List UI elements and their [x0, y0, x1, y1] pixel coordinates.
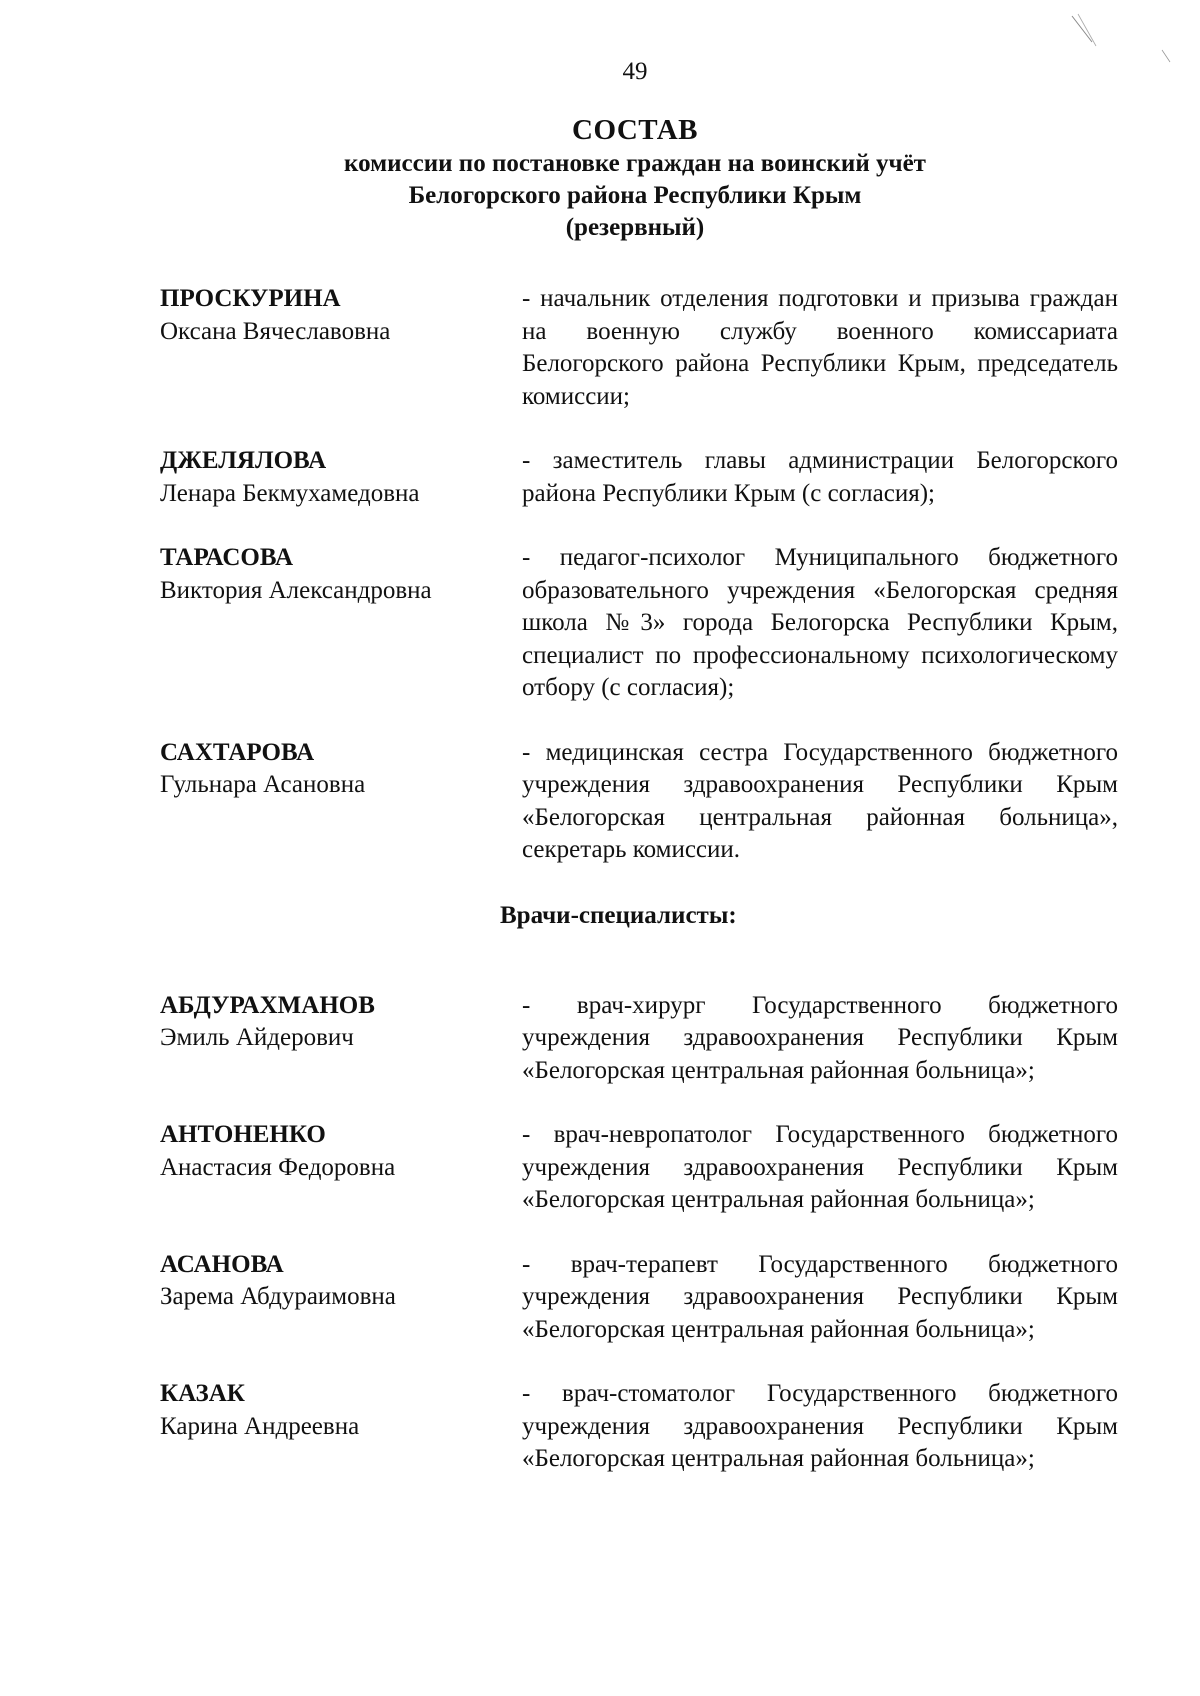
member-entry	[160, 737, 1118, 867]
specialist-surname: КАЗАК	[160, 1380, 245, 1407]
document-title: СОСТАВ	[572, 114, 698, 146]
member-given-name: Ленара Бекмухамедовна	[160, 479, 420, 507]
member-surname: ДЖЕЛЯЛОВА	[160, 447, 327, 474]
member-description: - заместитель главы администрации Белогорского района Республики Крым (с согласия);	[522, 447, 1118, 507]
member-name	[160, 542, 522, 705]
specialist-entry	[160, 1378, 1118, 1476]
member-list	[160, 283, 1118, 1476]
specialists-heading: Врачи-специалисты:	[500, 901, 737, 929]
member-given-name: Виктория Александровна	[160, 576, 432, 604]
specialist-name	[160, 1378, 522, 1476]
specialist-name	[160, 1119, 522, 1217]
header-line-2: Белогорского района Республики Крым	[408, 182, 862, 209]
specialist-description: - врач-стоматолог Государственного бюджетного учреждения здравоохранения Республики Крым «Белогорская центральная районная больница»;	[522, 1380, 1118, 1472]
specialist-entry	[160, 990, 1118, 1088]
member-given-name: Оксана Вячеславовна	[160, 317, 391, 345]
member-surname: ТАРАСОВА	[160, 544, 294, 571]
member-name	[160, 737, 522, 867]
specialist-given-name: Зарема Абдураимовна	[160, 1283, 396, 1310]
member-entry	[160, 445, 1118, 510]
specialist-given-name: Карина Андреевна	[160, 1412, 360, 1440]
page-number: 49	[622, 58, 648, 85]
document-header	[0, 112, 1200, 244]
specialist-surname: АБДУРАХМАНОВ	[160, 991, 375, 1019]
member-name	[160, 445, 522, 510]
specialist-entry	[160, 1119, 1118, 1217]
specialist-description: - врач-хирург Государственного бюджетного учреждения здравоохранения Республики Крым «Белогорская центральная районная больница»;	[522, 991, 1118, 1084]
specialist-name	[160, 990, 522, 1088]
header-line-3: (резервный)	[565, 214, 705, 241]
member-surname: САХТАРОВА	[160, 738, 315, 766]
member-name	[160, 283, 522, 413]
specialist-surname: АНТОНЕНКО	[160, 1121, 326, 1148]
specialist-entry	[160, 1249, 1118, 1347]
specialist-surname: АСАНОВА	[160, 1250, 284, 1278]
member-entry	[160, 283, 1118, 413]
member-description: - начальник отделения подготовки и призыва граждан на военную службу военного комиссариата Белогорского района Республики Крым, председатель комиссии;	[522, 285, 1118, 410]
member-description: - медицинская сестра Государственного бюджетного учреждения здравоохранения Республики Крым «Белогорская центральная районная больница», секретарь комиссии.	[522, 738, 1118, 863]
specialist-description: - врач-терапевт Государственного бюджетного учреждения здравоохранения Республики Крым «Белогорская центральная районная больница»;	[522, 1250, 1118, 1343]
specialist-given-name: Анастасия Федоровна	[160, 1153, 396, 1181]
specialist-name	[160, 1249, 522, 1347]
member-entry	[160, 542, 1118, 705]
member-description: - педагог-психолог Муниципального бюджетного образовательного учреждения «Белогорская средняя школа №3» города Белогорска Республики Крым, специалист по профессиональному психологическому отбору (с согласия);	[522, 544, 1118, 701]
member-given-name: Гульнара Асановна	[160, 771, 366, 798]
header-line-1: комиссии по постановке граждан на воинский учёт	[344, 150, 926, 177]
specialist-given-name: Эмиль Айдерович	[160, 1024, 354, 1051]
specialist-description: - врач-невропатолог Государственного бюджетного учреждения здравоохранения Республики Крым «Белогорская центральная районная больница»;	[522, 1121, 1118, 1213]
member-surname: ПРОСКУРИНА	[160, 285, 341, 312]
